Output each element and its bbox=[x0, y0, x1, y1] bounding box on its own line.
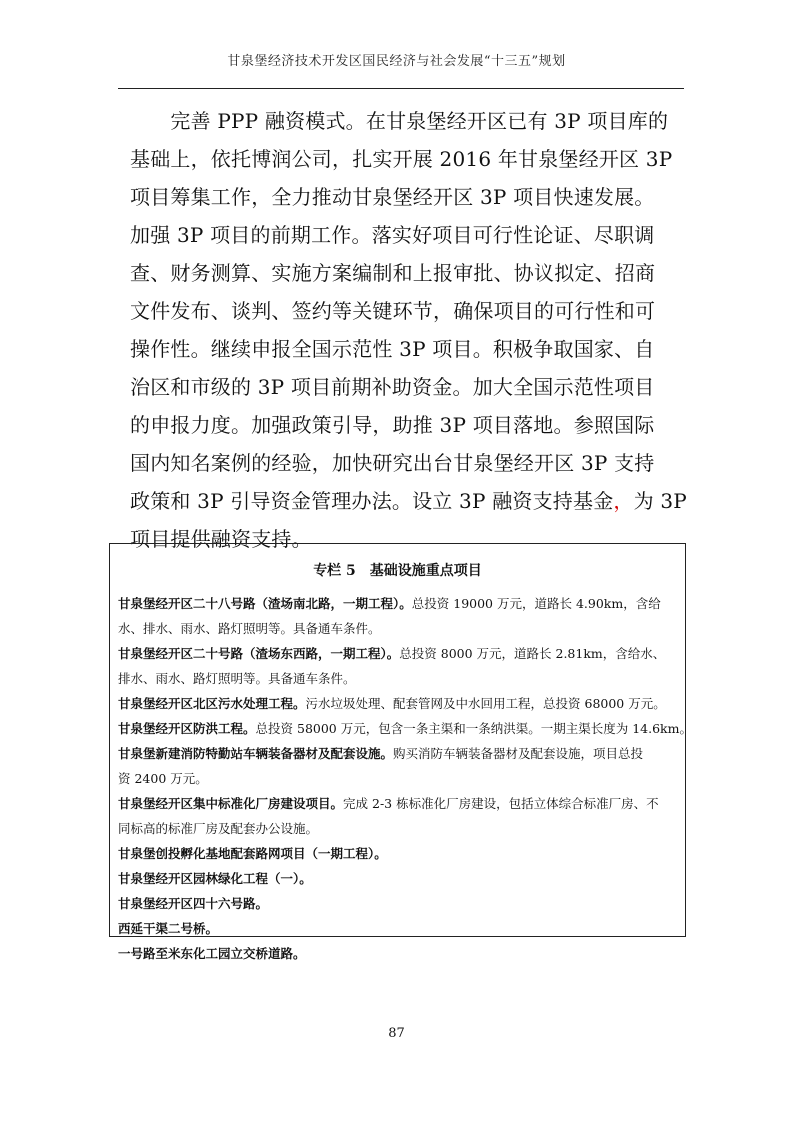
body-line: 的申报力度。加强政策引导，助推 3P 项目落地。参照国际 bbox=[130, 413, 655, 437]
project-name: 甘泉堡创投孵化基地配套路网项目（一期工程）。 bbox=[118, 846, 387, 861]
project-list bbox=[118, 591, 692, 966]
body-line bbox=[130, 482, 687, 520]
project-name: 一号路至米东化工园立交桥道路。 bbox=[118, 946, 306, 961]
project-detail: 总投资 8000 万元，道路长 2.81km，含给水、 bbox=[399, 646, 666, 661]
project-detail: 同标高的标准厂房及配套办公设施。 bbox=[118, 821, 319, 836]
project-name: 甘泉堡经开区二十号路（渣场东西路，一期工程）。 bbox=[118, 646, 400, 661]
project-name: 甘泉堡新建消防特勤站车辆装备器材及配套设施。 bbox=[118, 746, 394, 761]
body-line: 基础上，依托博润公司，扎实开展 2016 年甘泉堡经开区 3P bbox=[130, 147, 673, 171]
body-line-part: 政策和 3P 引导资金管理办法。设立 3P 融资支持基金 bbox=[130, 489, 614, 513]
list-item bbox=[118, 791, 680, 816]
list-item bbox=[118, 666, 680, 691]
list-item bbox=[118, 641, 680, 666]
list-item bbox=[118, 941, 680, 966]
project-name: 甘泉堡经开区集中标准化厂房建设项目。 bbox=[118, 796, 344, 811]
body-paragraph bbox=[130, 102, 687, 558]
list-item bbox=[118, 816, 680, 841]
project-detail: 购买消防车辆装备器材及配套设施，项目总投 bbox=[393, 746, 644, 761]
project-name: 甘泉堡经开区园林绿化工程（一）。 bbox=[118, 871, 312, 886]
project-detail: 污水垃圾处理、配套管网及中水回用工程，总投资 68000 万元。 bbox=[305, 696, 666, 711]
project-name: 甘泉堡经开区北区污水处理工程。 bbox=[118, 696, 306, 711]
project-detail: 资 2400 万元。 bbox=[118, 771, 208, 786]
project-detail: 排水、雨水、路灯照明等。具备通车条件。 bbox=[118, 671, 356, 686]
list-item bbox=[118, 616, 680, 641]
project-detail: 水、排水、雨水、路灯照明等。具备通车条件。 bbox=[118, 621, 381, 636]
project-name: 甘泉堡经开区防洪工程。 bbox=[118, 721, 256, 736]
project-detail: 完成 2-3 栋标准化厂房建设，包括立体综合标准厂房、不 bbox=[343, 796, 659, 811]
project-name: 甘泉堡经开区四十六号路。 bbox=[118, 896, 269, 911]
list-item bbox=[118, 916, 680, 941]
list-item bbox=[118, 591, 680, 616]
project-name: 甘泉堡经开区二十八号路（渣场南北路，一期工程）。 bbox=[118, 596, 412, 611]
project-name: 西延干渠二号桥。 bbox=[118, 921, 219, 936]
list-item bbox=[118, 716, 692, 741]
running-header: 甘泉堡经济技术开发区国民经济与社会发展“十三五”规划 bbox=[227, 54, 566, 69]
body-line: 操作性。继续申报全国示范性 3P 项目。积极争取国家、自 bbox=[130, 337, 655, 361]
page-number: 87 bbox=[388, 1026, 405, 1041]
project-detail: 总投资 19000 万元，道路长 4.90km，含给 bbox=[411, 596, 661, 611]
body-line: 加强 3P 项目的前期工作。落实好项目可行性论证、尽职调 bbox=[130, 223, 655, 247]
body-line: 项目筹集工作，全力推动甘泉堡经开区 3P 项目快速发展。 bbox=[130, 185, 655, 209]
body-line: 完善 PPP 融资模式。在甘泉堡经开区已有 3P 项目库的 bbox=[130, 109, 669, 133]
list-item bbox=[118, 866, 680, 891]
body-line: 治区和市级的 3P 项目前期补助资金。加大全国示范性项目 bbox=[130, 375, 655, 399]
project-column-box bbox=[109, 543, 692, 961]
list-item bbox=[118, 766, 680, 791]
red-comma: ， bbox=[613, 489, 634, 513]
body-line: 国内知名案例的经验，加快研究出台甘泉堡经开区 3P 支持 bbox=[130, 451, 655, 475]
list-item bbox=[118, 891, 680, 916]
body-line: 项目提供融资支持。 bbox=[130, 527, 312, 551]
project-detail: 总投资 58000 万元，包含一条主渠和一条纳洪渠。一期主渠长度为 14.6km。 bbox=[255, 721, 692, 736]
body-line: 文件发布、谈判、签约等关键环节，确保项目的可行性和可 bbox=[130, 299, 656, 323]
list-item bbox=[118, 841, 680, 866]
list-item bbox=[118, 741, 680, 766]
box-title: 专栏 5 基础设施重点项目 bbox=[313, 563, 482, 579]
header-rule bbox=[118, 88, 684, 89]
list-item bbox=[118, 691, 680, 716]
body-line-part: 为 3P bbox=[633, 489, 687, 513]
body-line: 查、财务测算、实施方案编制和上报审批、协议拟定、招商 bbox=[130, 261, 656, 285]
